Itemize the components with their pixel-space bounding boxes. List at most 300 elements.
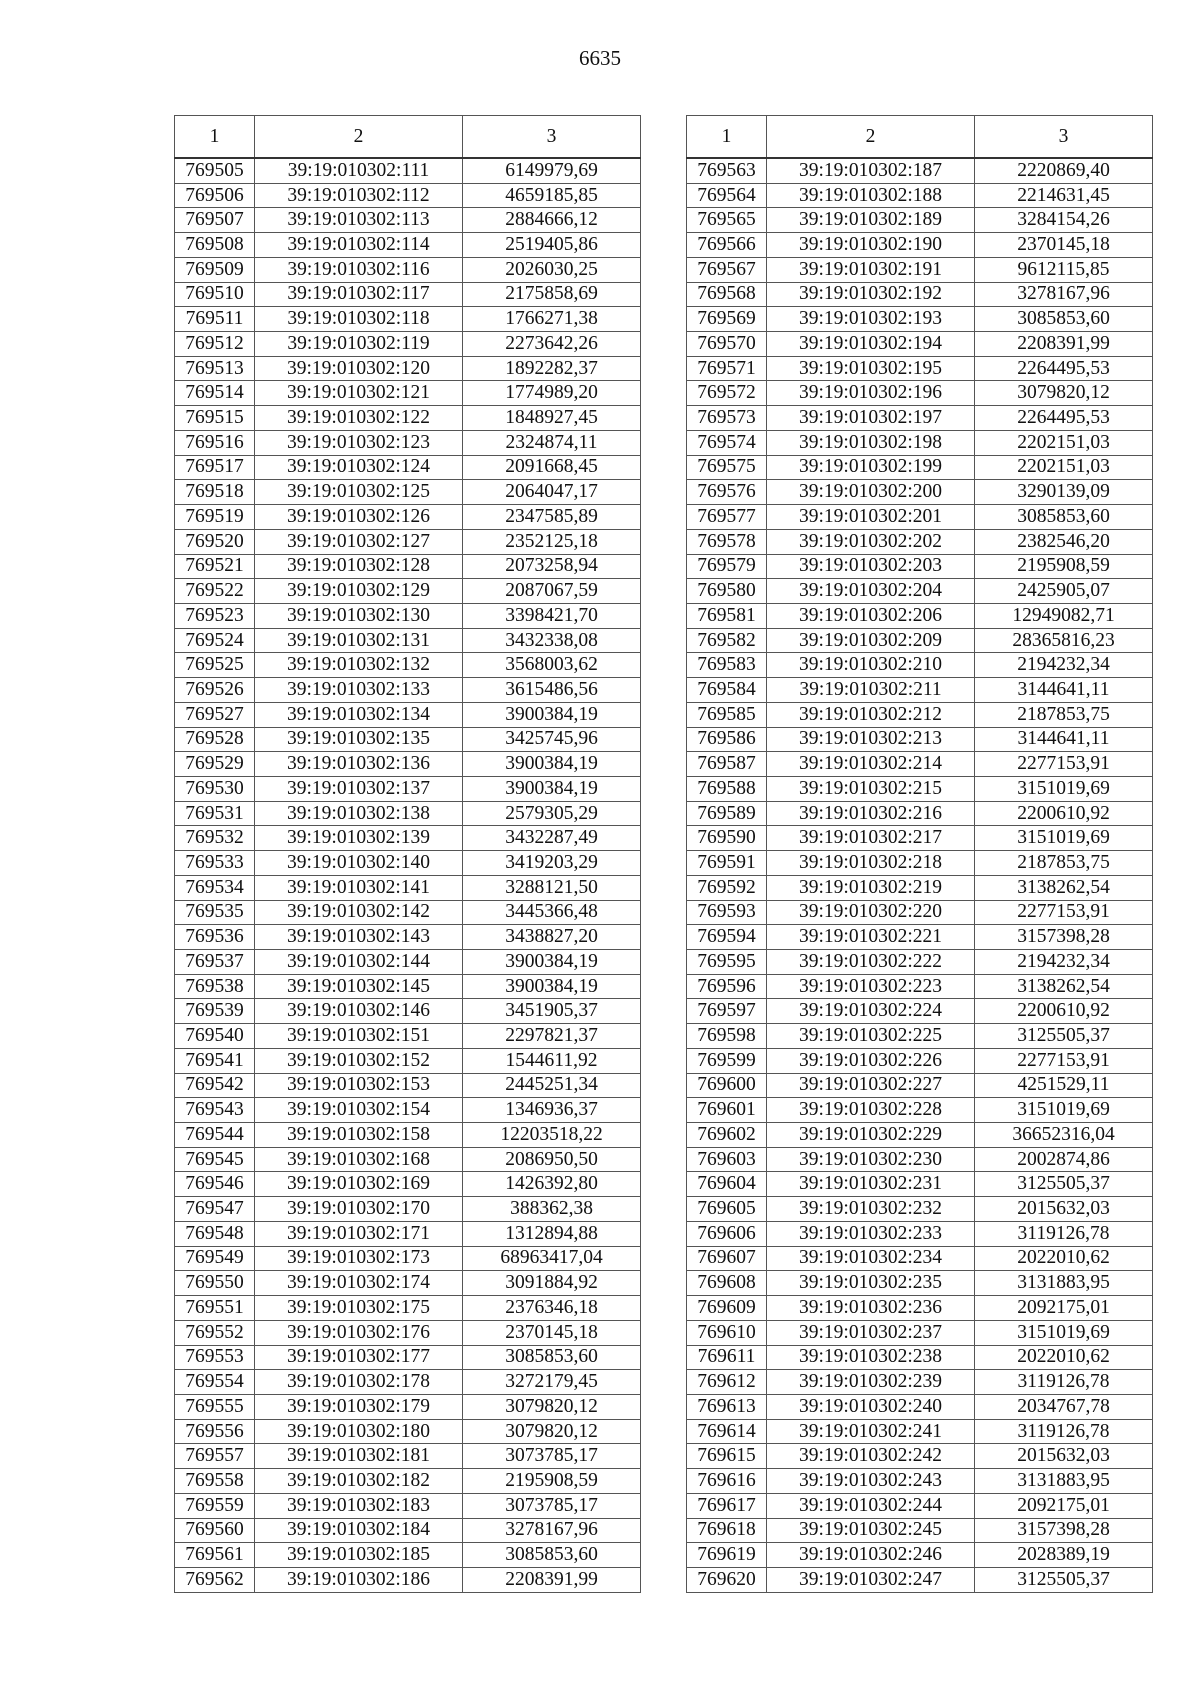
row-number-cell: 769593 [687,900,767,925]
value-cell: 3091884,92 [463,1271,641,1296]
row-number-cell: 769598 [687,1024,767,1049]
cadastral-number-cell: 39:19:010302:183 [255,1493,463,1518]
table-row [175,1246,641,1271]
table-row [687,356,1153,381]
cadastral-number-cell: 39:19:010302:216 [767,801,975,826]
value-cell: 3900384,19 [463,974,641,999]
table-row [175,925,641,950]
table-row [687,1098,1153,1123]
table-row [175,1197,641,1222]
cadastral-number-cell: 39:19:010302:200 [767,480,975,505]
value-cell: 3079820,12 [975,381,1153,406]
row-number-cell: 769531 [175,801,255,826]
table-row [687,307,1153,332]
cadastral-number-cell: 39:19:010302:137 [255,776,463,801]
cadastral-number-cell: 39:19:010302:196 [767,381,975,406]
value-cell: 2002874,86 [975,1147,1153,1172]
row-number-cell: 769533 [175,851,255,876]
table-row [687,826,1153,851]
value-cell: 1892282,37 [463,356,641,381]
value-cell: 2015632,03 [975,1444,1153,1469]
value-cell: 2194232,34 [975,950,1153,975]
table-row [175,1221,641,1246]
row-number-cell: 769507 [175,208,255,233]
value-cell: 3432287,49 [463,826,641,851]
cadastral-number-cell: 39:19:010302:136 [255,752,463,777]
cadastral-number-cell: 39:19:010302:189 [767,208,975,233]
table-row [175,480,641,505]
value-cell: 2200610,92 [975,999,1153,1024]
row-number-cell: 769522 [175,579,255,604]
row-number-cell: 769599 [687,1048,767,1073]
cadastral-number-cell: 39:19:010302:175 [255,1296,463,1321]
cadastral-number-cell: 39:19:010302:226 [767,1048,975,1073]
table-row [687,208,1153,233]
table-row [687,406,1153,431]
table-row [687,1048,1153,1073]
table-row [687,1123,1153,1148]
row-number-cell: 769515 [175,406,255,431]
row-number-cell: 769609 [687,1296,767,1321]
table-row [687,332,1153,357]
value-cell: 68963417,04 [463,1246,641,1271]
table-header-row [687,116,1153,159]
cadastral-number-cell: 39:19:010302:211 [767,678,975,703]
row-number-cell: 769576 [687,480,767,505]
value-cell: 2884666,12 [463,208,641,233]
table-row [175,1518,641,1543]
table-row [687,1394,1153,1419]
table-row [175,257,641,282]
cadastral-number-cell: 39:19:010302:202 [767,529,975,554]
value-cell: 2092175,01 [975,1296,1153,1321]
value-cell: 3900384,19 [463,752,641,777]
row-number-cell: 769571 [687,356,767,381]
cadastral-number-cell: 39:19:010302:111 [255,158,463,183]
value-cell: 3085853,60 [975,505,1153,530]
row-number-cell: 769585 [687,702,767,727]
value-cell: 2382546,20 [975,529,1153,554]
table-row [175,653,641,678]
value-cell: 28365816,23 [975,628,1153,653]
row-number-cell: 769567 [687,257,767,282]
value-cell: 3288121,50 [463,875,641,900]
value-cell: 2273642,26 [463,332,641,357]
value-cell: 3900384,19 [463,776,641,801]
table-row [687,1370,1153,1395]
cadastral-number-cell: 39:19:010302:117 [255,282,463,307]
table-row [175,702,641,727]
row-number-cell: 769575 [687,455,767,480]
cadastral-number-cell: 39:19:010302:235 [767,1271,975,1296]
value-cell: 3119126,78 [975,1370,1153,1395]
row-number-cell: 769561 [175,1543,255,1568]
row-number-cell: 769618 [687,1518,767,1543]
value-cell: 2034767,78 [975,1394,1153,1419]
value-cell: 3119126,78 [975,1221,1153,1246]
row-number-cell: 769581 [687,603,767,628]
value-cell: 2200610,92 [975,801,1153,826]
cadastral-number-cell: 39:19:010302:120 [255,356,463,381]
table-row [175,307,641,332]
cadastral-number-cell: 39:19:010302:213 [767,727,975,752]
row-number-cell: 769518 [175,480,255,505]
table-row [687,257,1153,282]
row-number-cell: 769535 [175,900,255,925]
row-number-cell: 769514 [175,381,255,406]
value-cell: 2297821,37 [463,1024,641,1049]
row-number-cell: 769588 [687,776,767,801]
cadastral-number-cell: 39:19:010302:218 [767,851,975,876]
cadastral-number-cell: 39:19:010302:134 [255,702,463,727]
cadastral-number-cell: 39:19:010302:192 [767,282,975,307]
table-row [175,1024,641,1049]
registry-table-left [174,115,641,1593]
cadastral-number-cell: 39:19:010302:146 [255,999,463,1024]
value-cell: 3425745,96 [463,727,641,752]
table-row [687,430,1153,455]
cadastral-number-cell: 39:19:010302:123 [255,430,463,455]
value-cell: 2347585,89 [463,505,641,530]
value-cell: 3151019,69 [975,1098,1153,1123]
table-row [175,1370,641,1395]
value-cell: 3125505,37 [975,1567,1153,1592]
cadastral-number-cell: 39:19:010302:212 [767,702,975,727]
table-row [687,1172,1153,1197]
column-header-1: 1 [687,116,767,159]
row-number-cell: 769546 [175,1172,255,1197]
table-row [687,603,1153,628]
row-number-cell: 769508 [175,233,255,258]
cadastral-number-cell: 39:19:010302:119 [255,332,463,357]
row-number-cell: 769616 [687,1469,767,1494]
value-cell: 1766271,38 [463,307,641,332]
value-cell: 3079820,12 [463,1419,641,1444]
table-row [687,628,1153,653]
cadastral-number-cell: 39:19:010302:141 [255,875,463,900]
value-cell: 3615486,56 [463,678,641,703]
table-row [687,1197,1153,1222]
row-number-cell: 769580 [687,579,767,604]
row-number-cell: 769534 [175,875,255,900]
table-row [175,529,641,554]
cadastral-number-cell: 39:19:010302:215 [767,776,975,801]
row-number-cell: 769513 [175,356,255,381]
cadastral-number-cell: 39:19:010302:195 [767,356,975,381]
value-cell: 2277153,91 [975,900,1153,925]
row-number-cell: 769532 [175,826,255,851]
cadastral-number-cell: 39:19:010302:182 [255,1469,463,1494]
cadastral-number-cell: 39:19:010302:142 [255,900,463,925]
cadastral-number-cell: 39:19:010302:222 [767,950,975,975]
value-cell: 3073785,17 [463,1444,641,1469]
row-number-cell: 769538 [175,974,255,999]
row-number-cell: 769530 [175,776,255,801]
cadastral-number-cell: 39:19:010302:168 [255,1147,463,1172]
table-row [175,455,641,480]
row-number-cell: 769550 [175,1271,255,1296]
row-number-cell: 769589 [687,801,767,826]
cadastral-number-cell: 39:19:010302:114 [255,233,463,258]
row-number-cell: 769524 [175,628,255,653]
table-row [175,1048,641,1073]
cadastral-number-cell: 39:19:010302:209 [767,628,975,653]
table-row [175,233,641,258]
table-row [175,282,641,307]
cadastral-number-cell: 39:19:010302:140 [255,851,463,876]
table-row [687,801,1153,826]
table-row [175,1444,641,1469]
cadastral-number-cell: 39:19:010302:227 [767,1073,975,1098]
row-number-cell: 769548 [175,1221,255,1246]
value-cell: 36652316,04 [975,1123,1153,1148]
row-number-cell: 769525 [175,653,255,678]
value-cell: 9612115,85 [975,257,1153,282]
row-number-cell: 769610 [687,1320,767,1345]
cadastral-number-cell: 39:19:010302:217 [767,826,975,851]
table-row [175,752,641,777]
value-cell: 2376346,18 [463,1296,641,1321]
cadastral-number-cell: 39:19:010302:241 [767,1419,975,1444]
value-cell: 3151019,69 [975,1320,1153,1345]
row-number-cell: 769521 [175,554,255,579]
row-number-cell: 769603 [687,1147,767,1172]
value-cell: 3125505,37 [975,1024,1153,1049]
value-cell: 3438827,20 [463,925,641,950]
cadastral-number-cell: 39:19:010302:234 [767,1246,975,1271]
table-row [175,430,641,455]
table-row [687,579,1153,604]
row-number-cell: 769619 [687,1543,767,1568]
cadastral-number-cell: 39:19:010302:169 [255,1172,463,1197]
row-number-cell: 769506 [175,183,255,208]
value-cell: 2370145,18 [975,233,1153,258]
value-cell: 2092175,01 [975,1493,1153,1518]
table-row [687,158,1153,183]
value-cell: 6149979,69 [463,158,641,183]
value-cell: 3131883,95 [975,1271,1153,1296]
cadastral-number-cell: 39:19:010302:129 [255,579,463,604]
row-number-cell: 769587 [687,752,767,777]
value-cell: 3073785,17 [463,1493,641,1518]
row-number-cell: 769563 [687,158,767,183]
value-cell: 3085853,60 [463,1345,641,1370]
table-row [175,875,641,900]
row-number-cell: 769608 [687,1271,767,1296]
table-row [687,678,1153,703]
row-number-cell: 769579 [687,554,767,579]
table-row [175,1296,641,1321]
cadastral-number-cell: 39:19:010302:151 [255,1024,463,1049]
table-row [175,406,641,431]
value-cell: 3119126,78 [975,1419,1153,1444]
table-row [687,1419,1153,1444]
value-cell: 2022010,62 [975,1246,1153,1271]
row-number-cell: 769536 [175,925,255,950]
table-row [175,628,641,653]
value-cell: 3151019,69 [975,826,1153,851]
cadastral-number-cell: 39:19:010302:238 [767,1345,975,1370]
cadastral-number-cell: 39:19:010302:118 [255,307,463,332]
row-number-cell: 769601 [687,1098,767,1123]
column-header-2: 2 [767,116,975,159]
row-number-cell: 769578 [687,529,767,554]
cadastral-number-cell: 39:19:010302:236 [767,1296,975,1321]
cadastral-number-cell: 39:19:010302:185 [255,1543,463,1568]
table-row [175,505,641,530]
table-row [687,1271,1153,1296]
cadastral-number-cell: 39:19:010302:247 [767,1567,975,1592]
cadastral-number-cell: 39:19:010302:135 [255,727,463,752]
table-row [175,1493,641,1518]
cadastral-number-cell: 39:19:010302:153 [255,1073,463,1098]
row-number-cell: 769552 [175,1320,255,1345]
cadastral-number-cell: 39:19:010302:198 [767,430,975,455]
row-number-cell: 769607 [687,1246,767,1271]
value-cell: 1426392,80 [463,1172,641,1197]
value-cell: 3144641,11 [975,678,1153,703]
table-row [175,603,641,628]
row-number-cell: 769517 [175,455,255,480]
row-number-cell: 769528 [175,727,255,752]
row-number-cell: 769577 [687,505,767,530]
cadastral-number-cell: 39:19:010302:132 [255,653,463,678]
table-row [175,950,641,975]
table-row [175,183,641,208]
cadastral-number-cell: 39:19:010302:173 [255,1246,463,1271]
value-cell: 3144641,11 [975,727,1153,752]
cadastral-number-cell: 39:19:010302:224 [767,999,975,1024]
table-row [687,1246,1153,1271]
table-row [687,653,1153,678]
cadastral-number-cell: 39:19:010302:203 [767,554,975,579]
value-cell: 2202151,03 [975,455,1153,480]
row-number-cell: 769551 [175,1296,255,1321]
table-row [687,999,1153,1024]
cadastral-number-cell: 39:19:010302:199 [767,455,975,480]
table-row [175,678,641,703]
table-row [687,851,1153,876]
value-cell: 2026030,25 [463,257,641,282]
row-number-cell: 769541 [175,1048,255,1073]
table-row [175,1394,641,1419]
cadastral-number-cell: 39:19:010302:191 [767,257,975,282]
table-row [687,1345,1153,1370]
row-number-cell: 769565 [687,208,767,233]
cadastral-number-cell: 39:19:010302:184 [255,1518,463,1543]
value-cell: 3432338,08 [463,628,641,653]
value-cell: 2022010,62 [975,1345,1153,1370]
value-cell: 1774989,20 [463,381,641,406]
cadastral-number-cell: 39:19:010302:237 [767,1320,975,1345]
table-row [687,529,1153,554]
column-header-1: 1 [175,116,255,159]
value-cell: 2015632,03 [975,1197,1153,1222]
cadastral-number-cell: 39:19:010302:181 [255,1444,463,1469]
table-row [175,1123,641,1148]
row-number-cell: 769539 [175,999,255,1024]
row-number-cell: 769606 [687,1221,767,1246]
cadastral-number-cell: 39:19:010302:133 [255,678,463,703]
row-number-cell: 769614 [687,1419,767,1444]
table-row [687,1024,1153,1049]
cadastral-number-cell: 39:19:010302:229 [767,1123,975,1148]
table-row [687,1221,1153,1246]
cadastral-number-cell: 39:19:010302:116 [255,257,463,282]
row-number-cell: 769557 [175,1444,255,1469]
table-row [687,776,1153,801]
table-row [175,1320,641,1345]
table-row [175,776,641,801]
row-number-cell: 769554 [175,1370,255,1395]
cadastral-number-cell: 39:19:010302:240 [767,1394,975,1419]
row-number-cell: 769572 [687,381,767,406]
table-row [687,1543,1153,1568]
row-number-cell: 769605 [687,1197,767,1222]
row-number-cell: 769568 [687,282,767,307]
row-number-cell: 769595 [687,950,767,975]
cadastral-number-cell: 39:19:010302:126 [255,505,463,530]
cadastral-number-cell: 39:19:010302:204 [767,579,975,604]
table-row [175,1469,641,1494]
table-row [175,1098,641,1123]
value-cell: 2324874,11 [463,430,641,455]
value-cell: 3445366,48 [463,900,641,925]
table-row [687,1469,1153,1494]
table-row [687,233,1153,258]
value-cell: 3451905,37 [463,999,641,1024]
cadastral-number-cell: 39:19:010302:178 [255,1370,463,1395]
value-cell: 3085853,60 [975,307,1153,332]
cadastral-number-cell: 39:19:010302:174 [255,1271,463,1296]
value-cell: 3138262,54 [975,875,1153,900]
row-number-cell: 769560 [175,1518,255,1543]
value-cell: 2264495,53 [975,406,1153,431]
cadastral-number-cell: 39:19:010302:201 [767,505,975,530]
cadastral-number-cell: 39:19:010302:239 [767,1370,975,1395]
table-row [175,1073,641,1098]
table-row [687,1493,1153,1518]
cadastral-number-cell: 39:19:010302:139 [255,826,463,851]
value-cell: 2064047,17 [463,480,641,505]
cadastral-number-cell: 39:19:010302:187 [767,158,975,183]
row-number-cell: 769526 [175,678,255,703]
value-cell: 2352125,18 [463,529,641,554]
row-number-cell: 769516 [175,430,255,455]
column-header-3: 3 [975,116,1153,159]
cadastral-number-cell: 39:19:010302:246 [767,1543,975,1568]
row-number-cell: 769612 [687,1370,767,1395]
row-number-cell: 769511 [175,307,255,332]
row-number-cell: 769512 [175,332,255,357]
table-row [687,1567,1153,1592]
table-row [687,554,1153,579]
cadastral-number-cell: 39:19:010302:130 [255,603,463,628]
value-cell: 3157398,28 [975,925,1153,950]
value-cell: 2187853,75 [975,702,1153,727]
cadastral-number-cell: 39:19:010302:243 [767,1469,975,1494]
row-number-cell: 769591 [687,851,767,876]
cadastral-number-cell: 39:19:010302:233 [767,1221,975,1246]
row-number-cell: 769582 [687,628,767,653]
row-number-cell: 769584 [687,678,767,703]
table-row [175,332,641,357]
value-cell: 3900384,19 [463,702,641,727]
row-number-cell: 769542 [175,1073,255,1098]
table-row [687,505,1153,530]
row-number-cell: 769597 [687,999,767,1024]
cadastral-number-cell: 39:19:010302:124 [255,455,463,480]
